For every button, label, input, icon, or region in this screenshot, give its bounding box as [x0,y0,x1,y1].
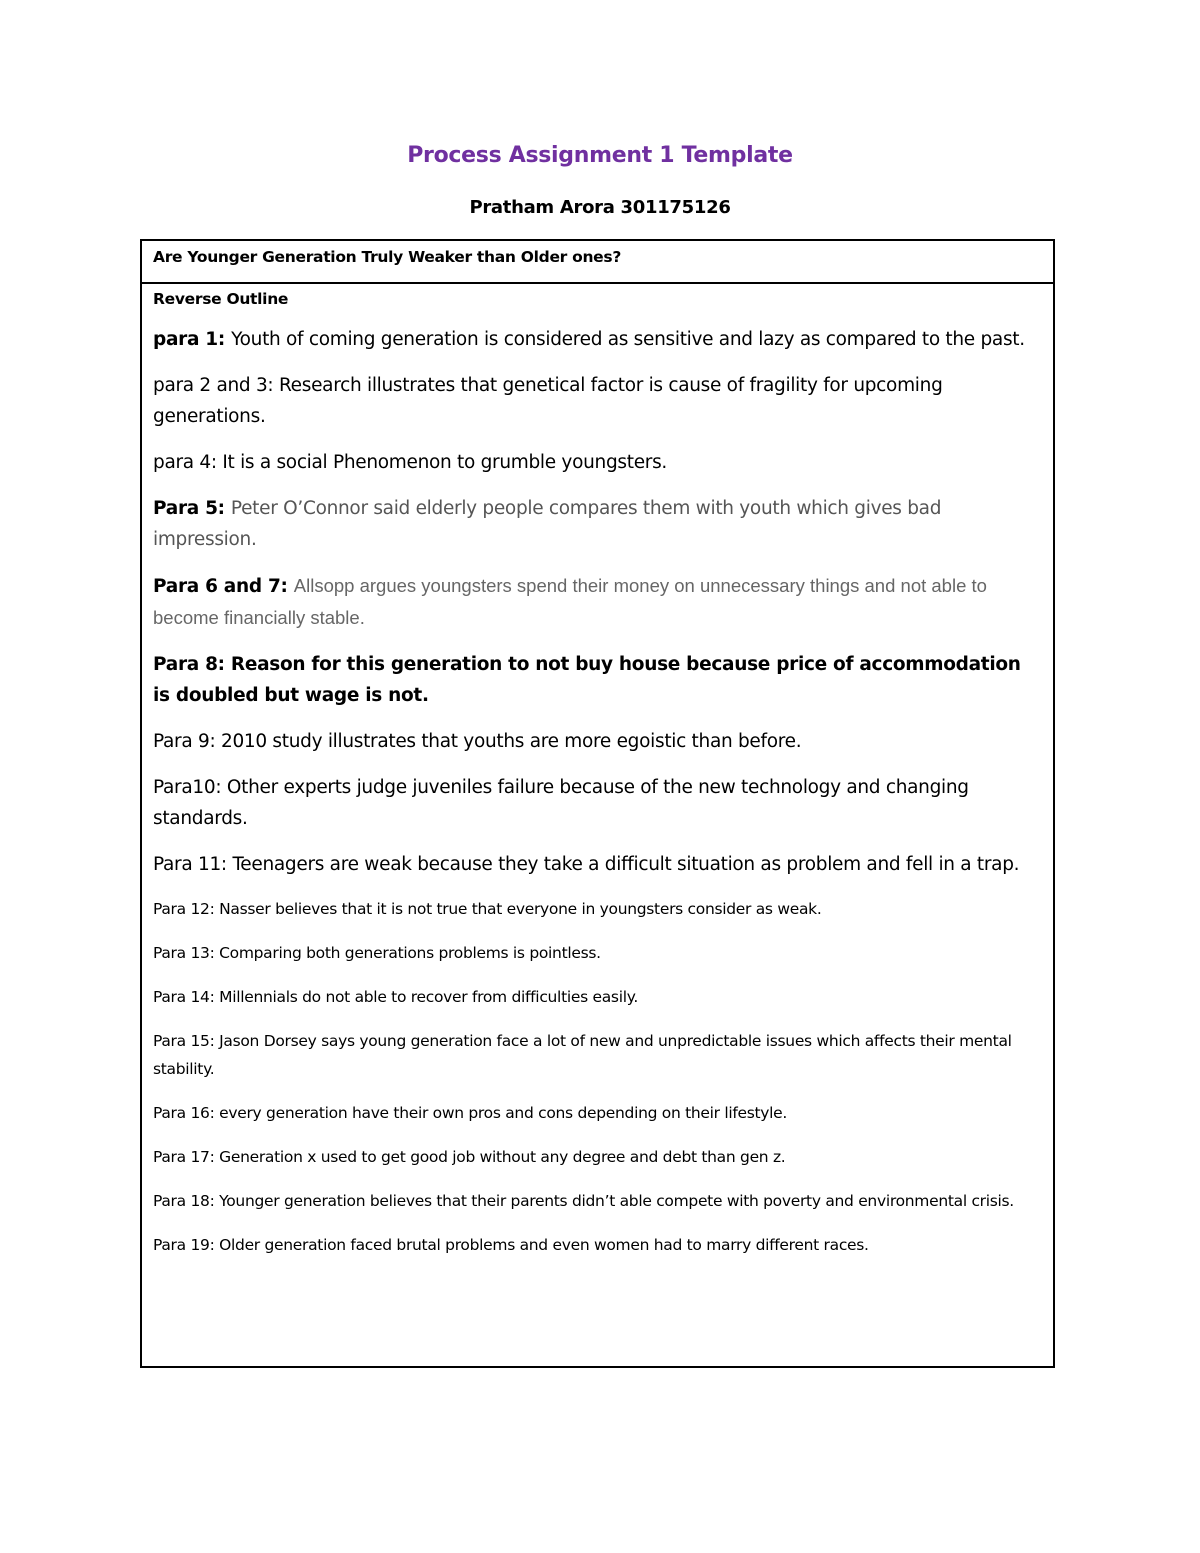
paragraph-text: Generation x used to get good job without any degree and debt than gen z. [219,1148,786,1166]
paragraph-summary-14 [153,983,1043,1011]
paragraph-summary-13 [153,939,1043,967]
paragraph-summary-5 [153,493,1043,555]
question-row [142,241,1053,284]
paragraph-summary-16 [153,1099,1043,1127]
paragraph-label: Para 5: [153,498,231,519]
paragraph-text: Jason Dorsey says young generation face a lot of new and unpredictable issues which affects their mental stability. [153,1032,1012,1078]
paragraph-label: Para 17: [153,1148,220,1166]
paragraph-summary-17 [153,1143,1043,1171]
essay-question: Are Younger Generation Truly Weaker than Older ones? [153,248,622,266]
paragraph-label: Para 12: [153,900,220,918]
paragraph-text: Millennials do not able to recover from difficulties easily. [219,988,639,1006]
paragraph-summary-1 [153,324,1043,355]
paragraph-text: Reason for this generation to not buy house because price of accommodation is doubled but wage is not. [153,654,1021,706]
paragraph-label: para 4: [153,452,223,473]
paragraph-text: Allsopp argues youngsters spend their money on unnecessary things and not able to become financially stable. [153,575,987,628]
paragraph-label: Para 11: [153,854,233,875]
paragraph-text: Younger generation believes that their parents didn’t able compete with poverty and environmental crisis. [219,1192,1014,1210]
paragraph-summary-6-7 [153,570,1043,634]
paragraph-label: para 2 and 3: [153,375,279,396]
paragraph-label: Para 18: [153,1192,220,1210]
paragraph-text: every generation have their own pros and cons depending on their lifestyle. [219,1104,788,1122]
paragraph-text: Other experts judge juveniles failure because of the new technology and changing standards. [153,777,969,829]
paragraph-summary-8 [153,649,1043,711]
paragraph-label: Para 19: [153,1236,220,1254]
paragraph-summary-12 [153,895,1043,923]
paragraph-summary-2-3 [153,370,1043,432]
paragraph-label: Para 9: [153,731,221,752]
paragraph-text: Teenagers are weak because they take a difficult situation as problem and fell in a trap. [232,854,1020,875]
paragraph-label: Para 6 and 7: [153,576,294,597]
paragraph-text: Research illustrates that genetical factor is cause of fragility for upcoming generations. [153,375,943,427]
paragraph-text: Peter O’Connor said elderly people compares them with youth which gives bad impression. [153,498,942,550]
paragraph-text: It is a social Phenomenon to grumble youngsters. [222,452,667,473]
paragraph-label: Para 14: [153,988,220,1006]
reverse-outline-table [140,239,1055,1368]
paragraph-text: Nasser believes that it is not true that everyone in youngsters consider as weak. [219,900,822,918]
outline-heading: Reverse Outline [153,290,289,308]
author-line: Pratham Arora 301175126 [469,197,731,218]
paragraph-summary-19 [153,1231,1043,1259]
paragraph-summary-10 [153,772,1043,834]
paragraph-label: para 1: [153,329,232,350]
paragraph-label: Para 8: [153,654,231,675]
document-title: Process Assignment 1 Template [407,143,793,168]
paragraph-summary-4 [153,447,1043,478]
paragraph-summary-9 [153,726,1043,757]
paragraph-label: Para10: [153,777,227,798]
paragraph-label: Para 15: [153,1032,220,1050]
paragraph-label: Para 13: [153,944,220,962]
paragraph-label: Para 16: [153,1104,220,1122]
paragraph-summary-15 [153,1027,1043,1083]
paragraph-text: 2010 study illustrates that youths are more egoistic than before. [220,731,802,752]
paragraph-text: Older generation faced brutal problems and even women had to marry different races. [219,1236,869,1254]
paragraph-summary-11 [153,849,1043,880]
paragraph-text: Youth of coming generation is considered as sensitive and lazy as compared to the past. [231,329,1025,350]
paragraph-text: Comparing both generations problems is pointless. [219,944,601,962]
paragraph-summary-18 [153,1187,1043,1215]
outline-body [142,284,1053,1259]
